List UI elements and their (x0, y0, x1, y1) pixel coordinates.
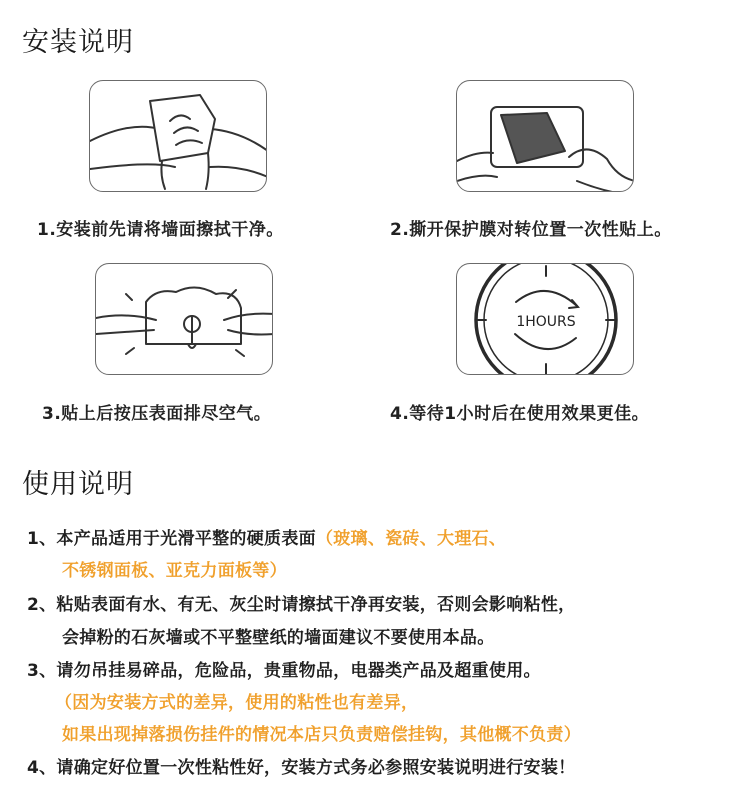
usage-line-1 (27, 524, 506, 549)
step-2-caption: 2.撕开保护膜对转位置一次性贴上。 (390, 220, 672, 240)
step-3-caption: 3.贴上后按压表面排尽空气。 (42, 404, 272, 424)
usage-line-2: 不锈钢面板、亚克力面板等） (62, 561, 287, 581)
usage-title: 使用说明 (22, 469, 134, 500)
usage-line-5: 3、请勿吊挂易碎品，危险品，贵重物品，电器类产品及超重使用。 (27, 661, 541, 681)
clock-icon (457, 264, 634, 375)
usage-line-3: 2、粘贴表面有水、有无、灰尘时请擦拭干净再安装，否则会影响粘性， (27, 595, 576, 615)
step-4-illustration (456, 263, 634, 375)
wiping-hand-icon (90, 81, 267, 192)
step-1-caption: 1.安装前先请将墙面擦拭干净。 (37, 220, 284, 240)
usage-line-1-highlight: （玻璃、瓷砖、大理石、 (315, 529, 507, 549)
step-3-illustration (95, 263, 273, 375)
usage-line-8: 4、请确定好位置一次性粘性好，安装方式务必参照安装说明进行安装！ (27, 758, 576, 778)
clock-label: 1HOURS (516, 314, 576, 330)
usage-line-7: 如果出现掉落损伤挂件的情况本店只负责赔偿挂钩，其他概不负责） (62, 725, 581, 745)
usage-line-6: （因为安装方式的差异，使用的粘性也有差异， (55, 693, 419, 713)
peel-film-icon (457, 81, 634, 192)
step-2-illustration (456, 80, 634, 192)
step-1-illustration (89, 80, 267, 192)
usage-line-4: 会掉粉的石灰墙或不平整壁纸的墙面建议不要使用本品。 (62, 628, 495, 648)
step-4-caption: 4.等待1小时后在使用效果更佳。 (390, 404, 650, 424)
install-title: 安装说明 (22, 27, 134, 58)
press-hook-icon (96, 264, 273, 375)
usage-line-1-text: 1、本产品适用于光滑平整的硬质表面 (27, 529, 316, 549)
